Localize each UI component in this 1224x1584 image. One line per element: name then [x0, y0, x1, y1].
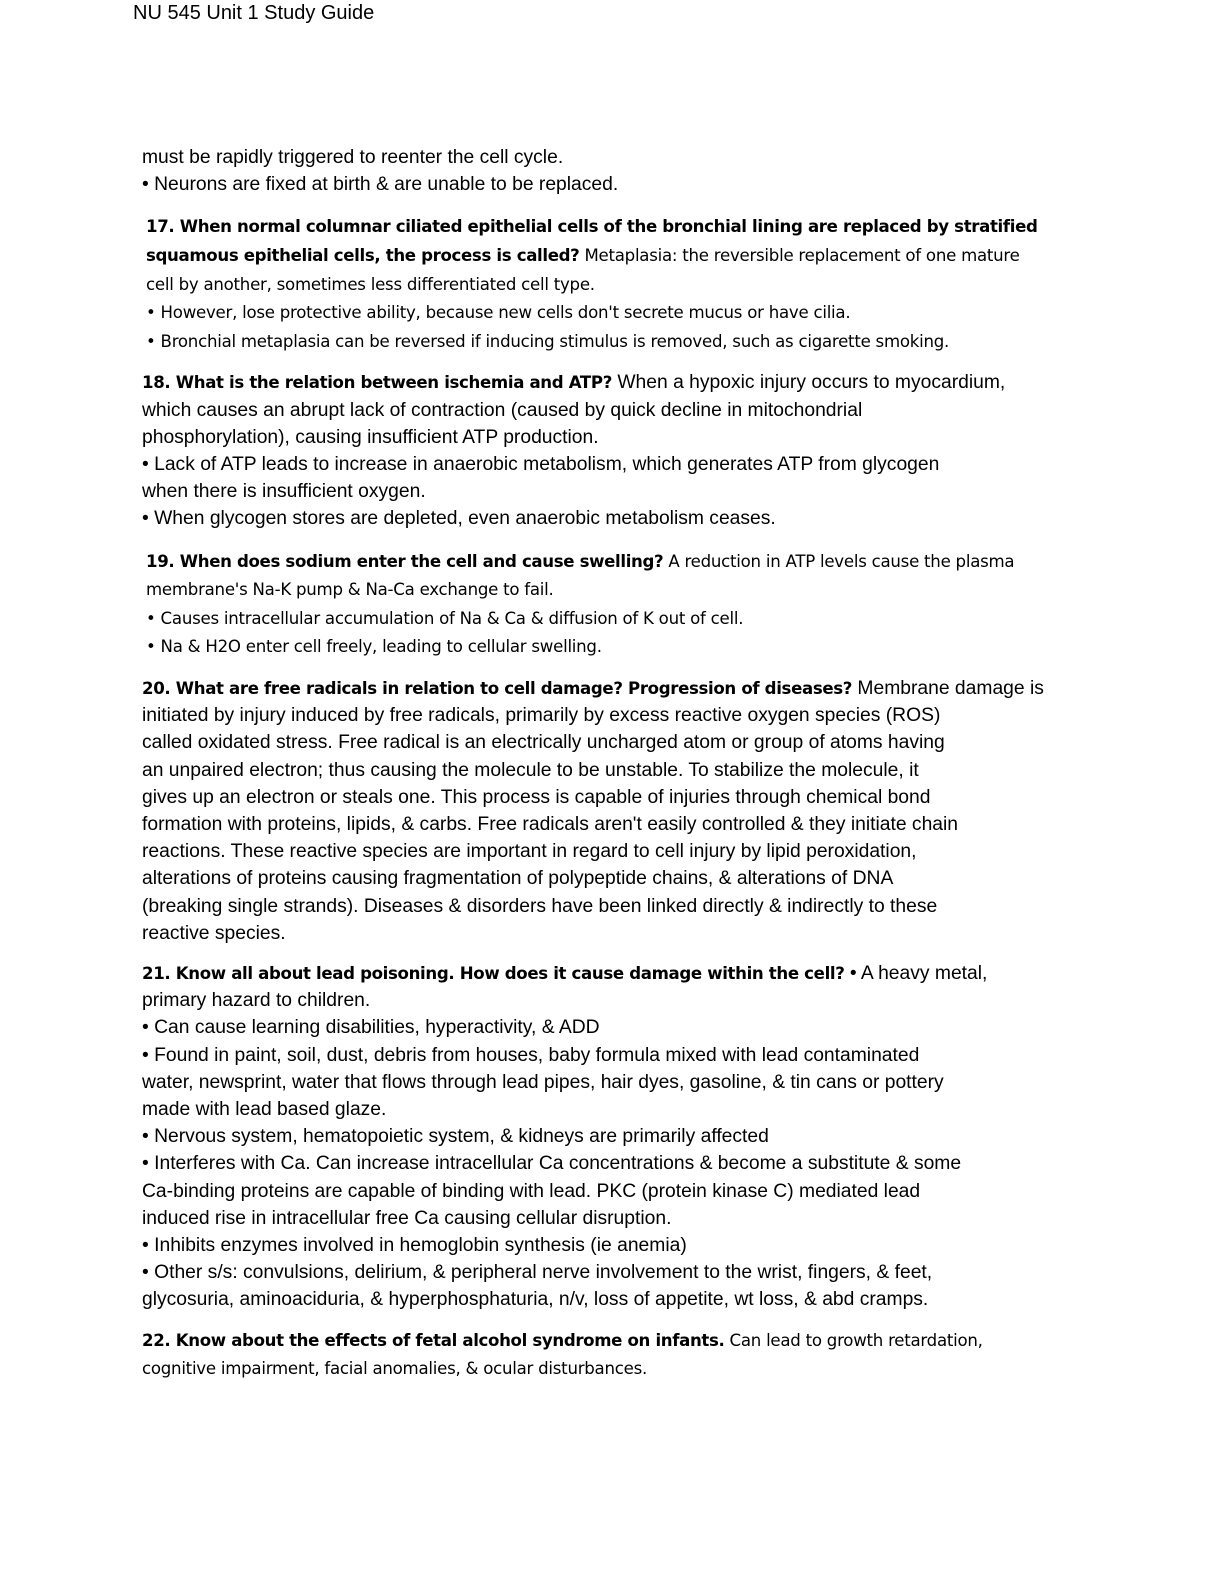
question-18-line: when there is insufficient oxygen. [142, 481, 426, 503]
page-header: NU 545 Unit 1 Study Guide [133, 2, 375, 24]
question-21-line: • Inhibits enzymes involved in hemoglobin synthesis (ie anemia) [142, 1235, 687, 1257]
study-guide-content [142, 144, 1067, 1384]
question-18-answer: When a hypoxic injury occurs to myocardium, [612, 372, 1006, 394]
question-19-title: 19. When does sodium enter the cell and cause swelling? [146, 551, 664, 571]
question-18-line: which causes an abrupt lack of contraction (caused by quick decline in mitochondrial [142, 399, 863, 421]
question-17 [142, 213, 1067, 356]
question-22-answer: Can lead to growth retardation, [724, 1330, 983, 1350]
question-17-title-cont: squamous epithelial cells, the process is called? [146, 246, 580, 265]
question-18-line: phosphorylation), causing insufficient ATP production. [142, 426, 599, 448]
question-20-line: formation with proteins, lipids, & carbs. Free radicals aren't easily controlled & they initiate chain [142, 813, 959, 835]
question-21-line: made with lead based glaze. [142, 1099, 387, 1121]
question-20-line: an unpaired electron; thus causing the molecule to be unstable. To stabilize the molecule, it [142, 759, 919, 781]
question-20-line: called oxidated stress. Free radical is an electrically uncharged atom or group of atoms having [142, 732, 945, 754]
question-20-line: reactive species. [142, 922, 286, 944]
question-20-line: initiated by injury induced by free radicals, primarily by excess reactive oxygen species (ROS) [142, 705, 941, 727]
question-17-answer-cont: cell by another, sometimes less differentiated cell type. [146, 274, 595, 294]
question-21-line: induced rise in intracellular free Ca causing cellular disruption. [142, 1207, 672, 1229]
question-21 [142, 960, 1067, 1314]
question-17-bullet-1: • However, lose protective ability, because new cells don't secrete mucus or have cilia. [146, 303, 851, 323]
question-21-line: • Can cause learning disabilities, hyperactivity, & ADD [142, 1017, 600, 1039]
question-21-line: • Nervous system, hematopoietic system, & kidneys are primarily affected [142, 1126, 769, 1148]
question-21-line: • Found in paint, soil, dust, debris from houses, baby formula mixed with lead contaminated [142, 1044, 920, 1066]
question-20-line: alterations of proteins causing fragmentation of polypeptide chains, & alterations of DNA [142, 868, 894, 890]
question-20 [142, 675, 1067, 947]
question-21-answer: • A heavy metal, [844, 963, 988, 984]
question-21-line: • Interferes with Ca. Can increase intracellular Ca concentrations & become a substitute & some [142, 1153, 962, 1175]
question-19-answer: A reduction in ATP levels cause the plasma [663, 551, 1015, 571]
question-20-title: 20. What are free radicals in relation to cell damage? Progression of diseases? [142, 678, 853, 698]
question-19 [142, 548, 1067, 662]
question-20-line: (breaking single strands). Diseases & disorders have been linked directly & indirectly to these [142, 895, 938, 917]
question-18 [142, 369, 1067, 532]
question-20-line: reactions. These reactive species are important in regard to cell injury by lipid peroxidation, [142, 841, 917, 863]
intro-block [142, 144, 1067, 198]
question-22 [142, 1327, 1067, 1384]
question-17-answer: Metaplasia: the reversible replacement of one mature [579, 246, 1020, 265]
intro-bullet: • Neurons are fixed at birth & are unable to be replaced. [142, 174, 619, 196]
question-21-line: water, newsprint, water that flows through lead pipes, hair dyes, gasoline, & tin cans or pottery [142, 1071, 944, 1093]
question-17-bullet-2: • Bronchial metaplasia can be reversed if inducing stimulus is removed, such as cigarette smoking. [146, 331, 950, 351]
question-19-bullet-2: • Na & H2O enter cell freely, leading to cellular swelling. [146, 637, 602, 657]
question-21-line: • Other s/s: convulsions, delirium, & peripheral nerve involvement to the wrist, fingers, & feet, [142, 1262, 933, 1284]
question-22-title: 22. Know about the effects of fetal alcohol syndrome on infants. [142, 1330, 725, 1350]
question-21-line: Ca-binding proteins are capable of binding with lead. PKC (protein kinase C) mediated lead [142, 1180, 921, 1202]
question-19-bullet-1: • Causes intracellular accumulation of Na & Ca & diffusion of K out of cell. [146, 608, 744, 628]
question-19-answer-cont: membrane's Na-K pump & Na-Ca exchange to fail. [146, 580, 554, 600]
question-21-line: primary hazard to children. [142, 990, 371, 1012]
question-22-answer-cont: cognitive impairment, facial anomalies, & ocular disturbances. [142, 1359, 647, 1379]
intro-line: must be rapidly triggered to reenter the cell cycle. [142, 147, 564, 168]
question-18-bullet-1: • Lack of ATP leads to increase in anaerobic metabolism, which generates ATP from glycogen [142, 453, 940, 475]
question-21-line: glycosuria, aminoaciduria, & hyperphosphaturia, n/v, loss of appetite, wt loss, & abd cramps. [142, 1289, 929, 1311]
question-18-bullet-2: • When glycogen stores are depleted, even anaerobic metabolism ceases. [142, 508, 776, 530]
question-20-line: gives up an electron or steals one. This process is capable of injuries through chemical bond [142, 786, 931, 808]
question-18-title: 18. What is the relation between ischemia and ATP? [142, 373, 612, 393]
question-21-title: 21. Know all about lead poisoning. How does it cause damage within the cell? [142, 964, 845, 983]
question-17-title: 17. When normal columnar ciliated epithelial cells of the bronchial lining are replaced by stratified [146, 217, 1038, 237]
question-20-answer: Membrane damage is [852, 677, 1044, 699]
